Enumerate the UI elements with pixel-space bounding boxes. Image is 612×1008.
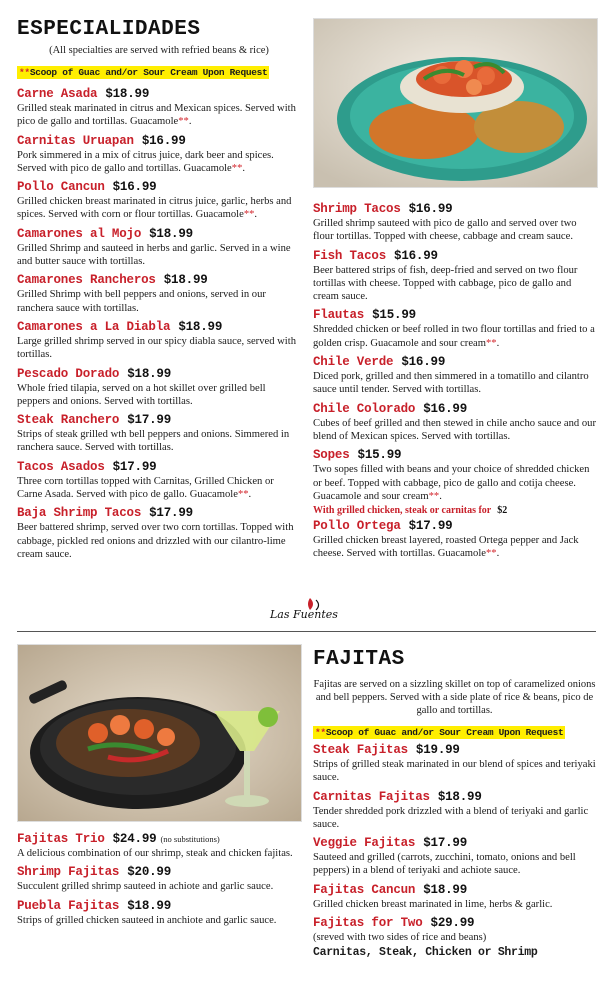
logo-text: Las Fuentes (270, 608, 338, 621)
description-tail: . (496, 337, 500, 349)
menu-item-header (313, 352, 597, 370)
menu-item-name: Chile Verde (313, 355, 394, 370)
description-tail: . (248, 489, 252, 501)
menu-item-description (313, 370, 597, 397)
menu-item (17, 84, 301, 129)
menu-item-description (17, 847, 301, 860)
menu-item-description (313, 417, 597, 444)
menu-item-description (17, 288, 301, 315)
menu-item-description (17, 242, 301, 269)
fajitas-skillet-image (18, 645, 301, 821)
menu-item-price: $15.99 (372, 308, 416, 323)
menu-item (313, 199, 597, 244)
fajitas-header (313, 648, 596, 740)
menu-item-price: $16.99 (401, 355, 446, 370)
description-text: Three corn tortillas topped with Carnitas, Grilled Chicken or Carne Asada. Served with pico de gallo. Guacamole (17, 475, 274, 501)
menu-item-price: $18.99 (149, 226, 193, 241)
menu-item (17, 317, 301, 362)
menu-item-price: $17.99 (112, 459, 157, 474)
menu-item-description (17, 428, 301, 455)
menu-item-header (17, 364, 301, 382)
menu-item-name: Veggie Fajitas (313, 836, 416, 851)
menu-item-header (313, 516, 597, 534)
menu-item-header (17, 862, 301, 880)
description-text: Strips of steak grilled wth bell peppers and onions. Simmered in ranchera sauce. Served with tortillas. (17, 429, 290, 454)
menu-item-description (313, 217, 597, 244)
menu-item-name: Baja Shrimp Tacos (17, 506, 142, 521)
menu-item-price: $16.99 (112, 180, 157, 195)
menu-item-name: Fish Tacos (313, 248, 387, 263)
menu-item (17, 457, 301, 502)
menu-item-description (17, 102, 301, 129)
menu-item-price: $17.99 (408, 519, 453, 534)
menu-item-header (313, 787, 597, 805)
menu-item-price: $29.99 (430, 916, 475, 931)
fajitas-for-two-options: Carnitas, Steak, Chicken or Shrimp (313, 946, 538, 960)
menu-item-header (17, 131, 301, 149)
description-tail: . (242, 162, 246, 174)
menu-item-header (17, 177, 301, 195)
menu-item-name: Tacos Asados (17, 459, 105, 474)
menu-item-description (313, 323, 597, 350)
menu-item-header (17, 410, 301, 428)
menu-item-name: Steak Fajitas (313, 743, 408, 757)
extra-label: With grilled chicken, steak or carnitas for (313, 505, 492, 517)
description-tail: . (439, 490, 442, 502)
menu-item (313, 246, 597, 304)
description-tail: . (254, 209, 258, 221)
menu-item-price: $16.99 (408, 202, 453, 216)
description-text: Grilled chicken breast marinated in lime, herbs & garlic. (313, 898, 553, 910)
menu-item-header (17, 84, 301, 102)
menu-item-price: $19.99 (415, 743, 460, 757)
menu-item-name: Pollo Cancun (17, 180, 105, 195)
menu-item (17, 862, 301, 893)
description-text: Cubes of beef grilled and then stewed in chile ancho sauce and our blend of Mexican spices. Served with tortillas. (313, 417, 596, 442)
description-text: Large grilled shrimp served in our spicy diabla sauce, served with tortillas. (17, 335, 296, 361)
especialidades-right-column (313, 199, 597, 563)
menu-item-name: Camarones al Mojo (17, 226, 142, 241)
description-text: Grilled chicken breast layered, roasted Ortega pepper and Jack cheese. Served with tortillas. Guacamole (313, 535, 579, 560)
menu-item-name: Fajitas Trio (17, 832, 105, 846)
description-text: Two sopes filled with beans and your choice of shredded chicken or beef. Topped with cabbage, pico de gallo and cotija cheese. Guacamole and sour cream (313, 464, 590, 502)
menu-item-description (313, 758, 597, 785)
menu-item-price: $17.99 (149, 506, 193, 521)
menu-item-name: Sopes (313, 448, 350, 463)
menu-item-description (17, 149, 301, 176)
menu-item-price: $16.99 (423, 401, 468, 416)
menu-item-price: $18.99 (127, 366, 172, 381)
description-text: Strips of grilled steak marinated in our blend of spices and teriyaki sauce. (313, 759, 596, 784)
description-text: Grilled chicken breast marinated in citrus juice, garlic, herbs and spices. Served with corn or flour tortillas. Guacamole (17, 196, 292, 221)
menu-item-description (17, 382, 301, 409)
menu-item (17, 224, 301, 269)
especialidades-notice: **Scoop of Guac and/or Sour Cream Upon Request (19, 67, 268, 78)
menu-item-header (17, 270, 301, 288)
menu-item-header (313, 880, 597, 898)
menu-item-name: Camarones Rancheros (17, 273, 156, 288)
menu-item (17, 364, 301, 409)
shrimp-plate-photo (313, 18, 598, 188)
menu-item-description (17, 914, 301, 927)
extra-price: $2 (497, 505, 508, 517)
asterisk-mark: ** (428, 490, 440, 502)
menu-item (17, 410, 301, 455)
menu-item-header (313, 913, 597, 931)
asterisk-mark: ** (243, 209, 255, 221)
menu-item-header (17, 317, 301, 335)
description-text: Sauteed and grilled (carrots, zucchini, tomato, onions and bell peppers) in a blend of teriyaki and achiote sauce. (313, 852, 576, 877)
menu-item (17, 270, 301, 315)
menu-item-name: Carne Asada (17, 87, 98, 101)
menu-item-description (17, 521, 301, 561)
menu-item-header (17, 224, 301, 242)
menu-item-header (17, 503, 301, 521)
especialidades-title: ESPECIALIDADES (17, 18, 201, 41)
description-text: Grilled Shrimp with bell peppers and onions, served in our ranchera sauce with tortillas. (17, 289, 266, 314)
menu-item-price: $24.99 (112, 832, 157, 846)
menu-item-description (313, 931, 597, 944)
fajitas-notice: **Scoop of Guac and/or Sour Cream Upon Request (315, 727, 564, 738)
sopes-extra-option (313, 505, 597, 516)
fajitas-right-column (313, 740, 597, 959)
menu-item-price: $17.99 (127, 413, 172, 428)
menu-item (313, 352, 597, 397)
menu-item-description (313, 898, 597, 911)
description-text: Pork simmered in a mix of citrus juice, dark beer and spices. Served with pico de gallo and tortillas. Guacamole (17, 149, 274, 174)
menu-item-name: Carnitas Fajitas (313, 789, 430, 804)
menu-item-name: Camarones a La Diabla (17, 319, 171, 334)
section-divider (17, 631, 596, 632)
menu-item (17, 896, 301, 927)
especialidades-subtitle: (All specialties are served with refried beans & rice) (49, 45, 269, 56)
asterisk-mark: ** (178, 116, 189, 128)
menu-item-price: $18.99 (163, 273, 208, 288)
description-text: Succulent grilled shrimp sauteed in achiote and garlic sauce. (17, 881, 274, 893)
menu-item-price: $17.99 (423, 836, 468, 851)
description-text: Grilled shrimp sauteed with pico de gallo and served over two flour tortillas. Topped with cheese, cabbage and cream sauce. (313, 218, 577, 243)
menu-item (313, 516, 597, 561)
description-text: A delicious combination of our shrimp, steak and chicken fajitas. (17, 848, 293, 859)
especialidades-left-column (17, 84, 301, 563)
menu-item-name: Steak Ranchero (17, 413, 120, 428)
menu-item-name: Fajitas Cancun (313, 882, 416, 897)
description-tail: . (496, 548, 500, 560)
menu-item (17, 829, 301, 860)
fajitas-skillet-photo (17, 644, 302, 822)
menu-item-description (313, 851, 597, 878)
menu-item-name: Pollo Ortega (313, 519, 401, 534)
menu-item-description (17, 475, 301, 502)
menu-item (313, 880, 597, 911)
menu-item (313, 740, 597, 785)
menu-item-price: $18.99 (105, 87, 150, 101)
menu-item (313, 305, 597, 350)
asterisk-mark: ** (485, 548, 497, 560)
menu-item-header (313, 305, 597, 323)
fajitas-left-column (17, 829, 301, 929)
menu-item-name: Shrimp Tacos (313, 202, 401, 216)
description-text: Beer battered strips of fish, deep-fried and served on two flour tortillas with cheese. Topped with cabbage, pico de gallo and cream sauce. (313, 264, 578, 303)
menu-item-price: $18.99 (423, 882, 468, 897)
menu-item-name: Fajitas for Two (313, 916, 423, 931)
description-text: Grilled Shrimp and sauteed in herbs and garlic. Served in a wine and butter sauce with tortillas. (17, 242, 291, 268)
description-text: Shredded chicken or beef rolled in two flour tortillas and fried to a golden crisp. Guacamole and sour cream (313, 324, 595, 349)
menu-item-name: Flautas (313, 308, 365, 323)
description-text: Beer battered shrimp, served over two corn tortillas. Topped with cabbage, pickled red onions and drizzled with our cilantro-lime cream sauce. (17, 522, 294, 560)
menu-item-price: $16.99 (141, 133, 186, 148)
menu-item-name: Chile Colorado (313, 401, 416, 416)
menu-item-name: Shrimp Fajitas (17, 865, 120, 880)
menu-item-price: $20.99 (127, 865, 172, 880)
menu-item-description (313, 264, 597, 304)
menu-item-header (313, 199, 597, 217)
menu-item-price: $18.99 (178, 319, 223, 334)
shrimp-plate-image (314, 19, 597, 187)
menu-item-description (17, 880, 301, 893)
fajitas-subtitle: Fajitas are served on a sizzling skillet on top of caramelized onions and bell peppers. Served with a side plate of rice & beans, pico de gallo and tortillas. (313, 679, 596, 716)
description-text: Tender shredded pork drizzled with a blend of teriyaki and garlic sauce. (313, 805, 589, 830)
menu-item-price: $15.99 (357, 448, 402, 463)
menu-item-description (313, 534, 597, 561)
menu-item-description (17, 195, 301, 222)
menu-item (313, 787, 597, 832)
menu-item-price: $16.99 (394, 248, 438, 263)
menu-item-price: $18.99 (437, 789, 482, 804)
description-text: (sreved with two sides of rice and beans) (313, 932, 487, 944)
menu-item-header (313, 246, 597, 264)
menu-item-header (313, 445, 597, 463)
menu-item (17, 131, 301, 176)
menu-item-description (17, 335, 301, 362)
menu-item-header (17, 457, 301, 475)
description-text: Whole fried tilapia, served on a hot skillet over grilled bell peppers and onions. Served with tortillas. (17, 382, 266, 407)
menu-item (17, 177, 301, 222)
menu-item-price: $18.99 (127, 898, 172, 913)
menu-item-description (313, 463, 597, 503)
description-text: Grilled steak marinated in citrus and Mexican spices. Served with pico de gallo and tortillas. Guacamole (17, 103, 296, 128)
especialidades-header (17, 18, 301, 80)
description-text: Strips of grilled chicken sauteed in anchiote and garlic sauce. (17, 914, 277, 926)
menu-item (313, 445, 597, 503)
asterisk-mark: ** (237, 489, 249, 501)
menu-item-header (17, 829, 301, 847)
asterisk-mark: ** (485, 337, 497, 349)
description-text: Diced pork, grilled and then simmered in a tomatillo and cilantro sauce until tender. Served with tortillas. (313, 371, 589, 396)
menu-item-name: Puebla Fajitas (17, 898, 120, 913)
menu-item-header (313, 833, 597, 851)
description-tail: . (188, 116, 192, 128)
menu-item-header (313, 740, 597, 758)
menu-item-description (313, 805, 597, 832)
las-fuentes-logo (266, 596, 346, 622)
fajitas-title: FAJITAS (313, 648, 405, 671)
asterisk-mark: ** (231, 162, 243, 174)
menu-item-header (313, 399, 597, 417)
menu-item (313, 913, 597, 944)
menu-item (17, 503, 301, 561)
menu-item-header (17, 896, 301, 914)
menu-item-note: (no substitutions) (160, 834, 220, 844)
menu-item-name: Carnitas Uruapan (17, 133, 134, 148)
menu-item-name: Pescado Dorado (17, 366, 120, 381)
menu-item (313, 399, 597, 444)
menu-item (313, 833, 597, 878)
